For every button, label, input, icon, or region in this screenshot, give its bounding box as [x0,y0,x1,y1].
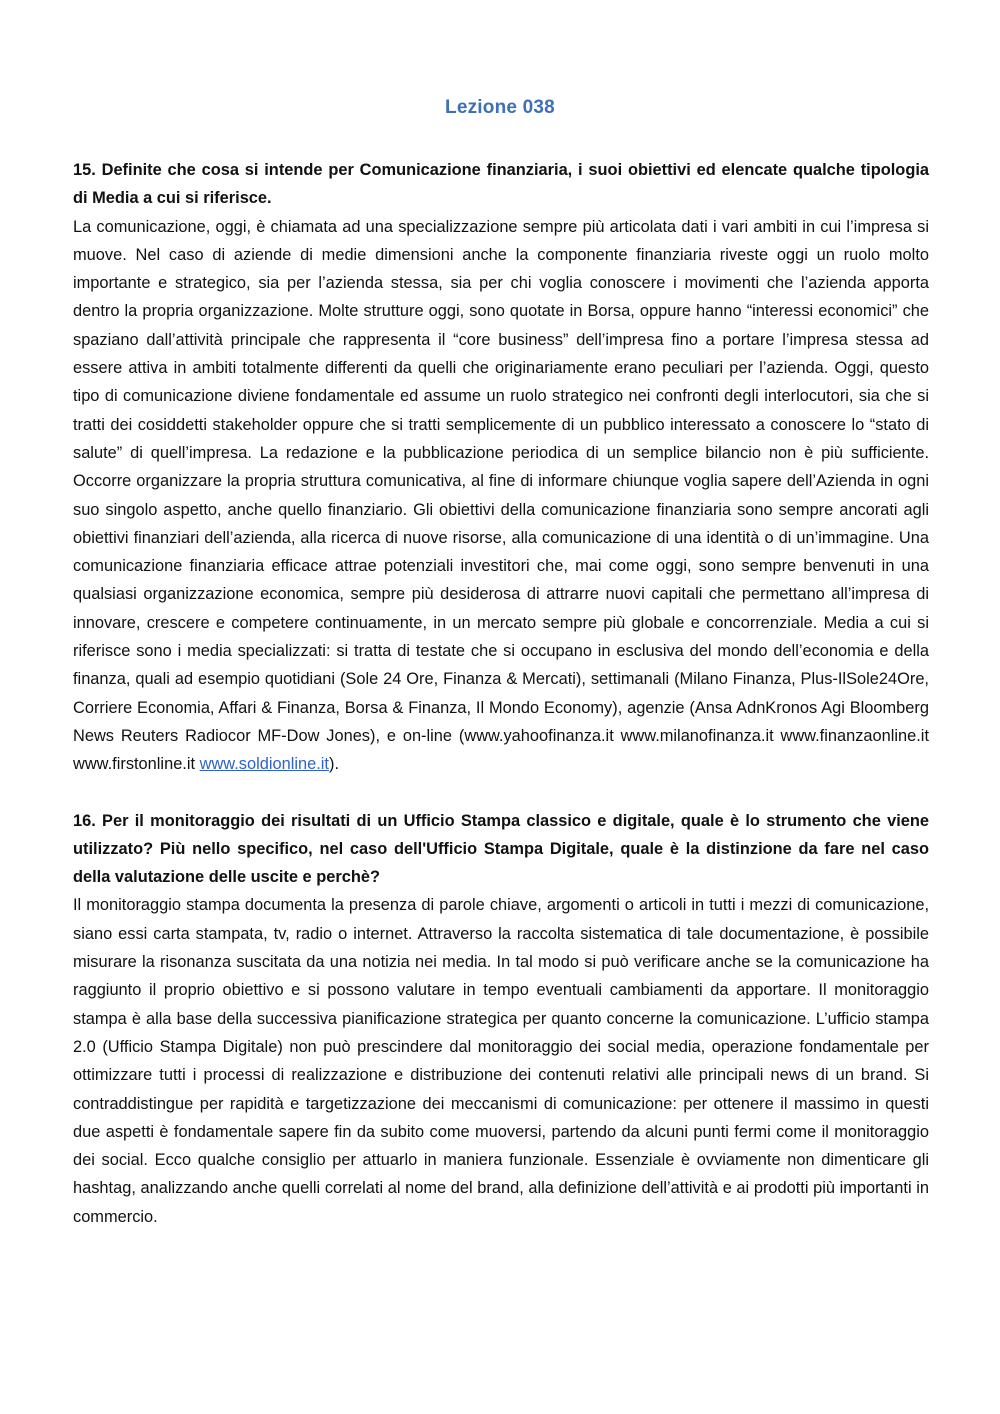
document-body [73,156,929,1231]
page-title: Lezione 038 [445,97,555,118]
question-15-answer-end: ). [329,755,340,774]
question-16-section [73,807,929,1231]
question-15-heading: 15. Definite che cosa si intende per Comunicazione finanziaria, i suoi obiettivi ed elencate qualche tipologia di Media a cui si riferisce. [73,161,929,208]
soldionline-link[interactable]: www.soldionline.it [199,755,329,774]
question-15-answer-text: La comunicazione, oggi, è chiamata ad una specializzazione sempre più articolata dati i vari ambiti in cui l’impresa si muove. Nel caso di aziende di medie dimensioni anche la componente finanziaria riveste oggi un ruolo molto importante e strategico, sia per l’azienda stessa, sia per chi voglia conoscere i movimenti che l’azienda apporta dentro la propria organizzazione. Molte strutture oggi, sono quotate in Borsa, oppure hanno “interessi economici” che spaziano dall’attività principale che rappresenta il “core business” dell’impresa fino a portare l’impresa stessa ad essere attiva in ambiti totalmente differenti da quelli che originariamente erano peculiari per l’azienda. Oggi, questo tipo di comunicazione diviene fondamentale ed assume un ruolo strategico nei confronti degli interlocutori, sia che si tratti dei cosiddetti stakeholder oppure che si tratti semplicemente di un pubblico interessato a conoscere lo “stato di salute” di quell’impresa. La redazione e la pubblicazione periodica di un semplice bilancio non è più sufficiente. Occorre organizzare la propria struttura comunicativa, al fine di informare chiunque voglia sapere dell’Azienda in ogni suo singolo aspetto, anche quello finanziario. Gli obiettivi della comunicazione finanziaria sono sempre ancorati agli obiettivi finanziari dell’azienda, alla ricerca di nuove risorse, alla comunicazione di una identità o di un’immagine. Una comunicazione finanziaria efficace attrae potenziali investitori che, mai come oggi, sono sempre benvenuti in una qualsiasi organizzazione economica, sempre più desiderosa di attrarre nuovi capitali che permettano all’impresa di innovare, crescere e competere continuamente, in un mercato sempre più globale e concorrenziale. Media a cui si riferisce sono i media specializzati: si tratta di testate che si occupano in esclusiva del mondo dell’economia e della finanza, quali ad esempio quotidiani (Sole 24 Ore, Finanza & Mercati), settimanali (Milano Finanza, Plus-IlSole24Ore, Corriere Economia, Affari & Finanza, Borsa & Finanza, Il Mondo Economy), agenzie (Ansa AdnKronos Agi Bloomberg News Reuters Radiocor MF-Dow Jones), e on-line (www.yahoofinanza.it www.milanofinanza.it www.finanzaonline.it www.firstonline.it [73,217,929,774]
question-15-section [73,156,929,779]
question-15-answer [73,213,929,779]
section-spacer [73,779,929,807]
question-16-heading: 16. Per il monitoraggio dei risultati di un Ufficio Stampa classico e digitale, quale è lo strumento che viene utilizzato? Più nello specifico, nel caso dell'Ufficio Stampa Digitale, quale è la distinzione da fare nel caso della valutazione delle uscite e perchè? [73,811,929,887]
question-16-answer: Il monitoraggio stampa documenta la presenza di parole chiave, argomenti o articoli in tutti i mezzi di comunicazione, siano essi carta stampata, tv, radio o internet. Attraverso la raccolta sistematica di tale documentazione, è possibile misurare la risonanza suscitata da una notizia nei media. In tal modo si può verificare anche se la comunicazione ha raggiunto il proprio obiettivo e si possono valutare in tempo eventuali cambiamenti da apportare. Il monitoraggio stampa è alla base della successiva pianificazione strategica per quanto concerne la comunicazione. L’ufficio stampa 2.0 (Ufficio Stampa Digitale) non può prescindere dal monitoraggio dei social media, operazione fondamentale per ottimizzare tutti i processi di realizzazione e distribuzione dei contenuti relativi alle principali news di un brand. Si contraddistingue per rapidità e targetizzazione dei meccanismi di comunicazione: per ottenere il massimo in questi due aspetti è fondamentale sapere fin da subito come muoversi, partendo da alcuni punti fermi come il monitoraggio dei social. Ecco qualche consiglio per attuarlo in maniera funzionale. Essenziale è ovviamente non dimenticare gli hashtag, analizzando anche quelli correlati al nome del brand, alla definizione dell’attività e ai prodotti più importanti in commercio. [73,896,929,1226]
